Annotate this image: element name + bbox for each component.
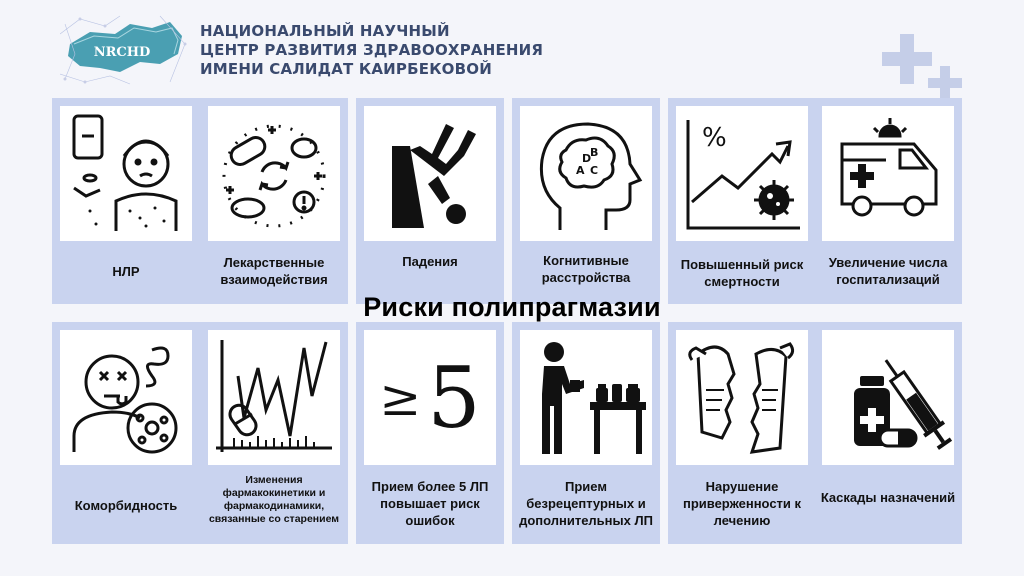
card-falls xyxy=(356,98,504,304)
card-adverse-reactions xyxy=(52,98,200,304)
org-line-2: ЦЕНТР РАЗВИТИЯ ЗДРАВООХРАНЕНИЯ xyxy=(200,41,544,59)
five-number: 5 xyxy=(427,348,481,447)
svg-text:C: C xyxy=(590,164,599,177)
card-label: Повышенный риск смертности xyxy=(680,257,804,289)
card-label: Коморбидность xyxy=(74,497,178,513)
card-label: Изменения фармакокинетики и фармакодинамики, связанные со старением xyxy=(208,474,340,525)
falling-person-icon xyxy=(364,106,496,241)
drug-interaction-icon xyxy=(208,106,340,241)
torn-prescription-icon xyxy=(676,330,808,465)
org-line-1: НАЦИОНАЛЬНЫЙ НАУЧНЫЙ xyxy=(200,22,450,40)
mortality-trend-icon xyxy=(676,106,808,241)
card-pharmacokinetics xyxy=(200,322,348,544)
slide-title: Риски полипрагмазии xyxy=(363,292,661,322)
card-more-than-five-drugs xyxy=(356,322,504,544)
medicine-syringe-icon xyxy=(822,330,954,465)
org-line-3: ИМЕНИ САЛИДАТ КАИРБЕКОВОЙ xyxy=(200,60,492,78)
card-label: Увеличение числа госпитализаций xyxy=(828,255,948,287)
card-label: Лекарственные взаимодействия xyxy=(220,255,328,287)
greater-equal-symbol: ≥ xyxy=(379,368,422,427)
svg-text:D: D xyxy=(582,152,592,165)
greater-equal-five-icon xyxy=(364,330,496,465)
card-comorbidity xyxy=(52,322,200,544)
svg-text:A: A xyxy=(576,164,585,177)
svg-text:B: B xyxy=(590,146,599,159)
card-hospitalizations xyxy=(814,98,962,304)
card-label: НЛР xyxy=(112,263,140,279)
organization-name xyxy=(200,22,543,79)
svg-text:%: % xyxy=(702,123,727,153)
card-drug-interactions xyxy=(200,98,348,304)
brain-head-icon xyxy=(520,106,652,241)
card-label: Прием безрецептурных и дополнительных ЛП xyxy=(519,478,653,528)
comorbidity-icon xyxy=(60,330,192,465)
card-label: Прием более 5 ЛП повышает риск ошибок xyxy=(371,478,489,528)
pharmacokinetics-chart-icon xyxy=(208,330,340,465)
card-label: Каскады назначений xyxy=(820,489,956,505)
card-label: Падения xyxy=(402,253,458,269)
card-otc-drugs xyxy=(512,322,660,544)
card-cognitive-disorders xyxy=(512,98,660,304)
person-otc-drugs-icon xyxy=(520,330,652,465)
card-label: Когнитивные расстройства xyxy=(541,253,631,285)
card-mortality-risk xyxy=(668,98,816,304)
card-prescribing-cascades xyxy=(814,322,962,544)
card-adherence xyxy=(668,322,816,544)
card-label: Нарушение приверженности к лечению xyxy=(682,478,802,528)
ambulance-icon xyxy=(822,106,954,241)
adverse-reaction-icon xyxy=(60,106,192,241)
nrchd-logo xyxy=(60,14,188,86)
svg-text:NRCHD: NRCHD xyxy=(93,45,151,60)
decorative-plus-icon xyxy=(878,30,974,100)
